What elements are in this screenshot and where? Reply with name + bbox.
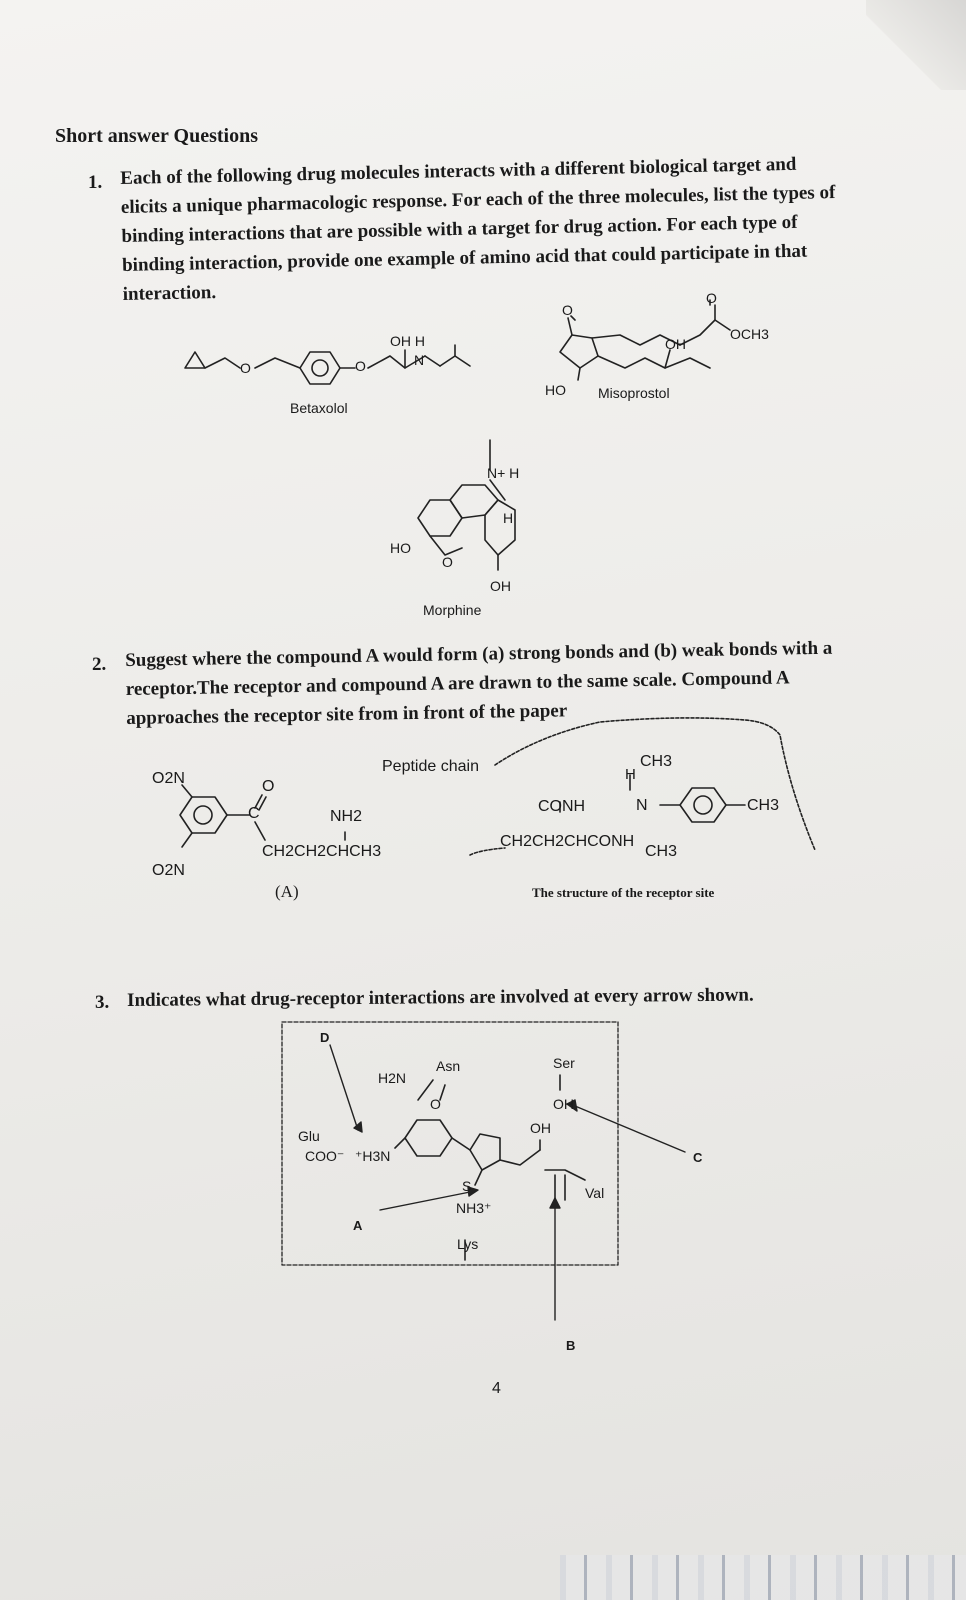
coo-label: COO⁻ [305,1148,345,1164]
betaxolol-n: N [414,352,425,368]
morphine-h: H [503,510,514,526]
misoprostol-structure [560,300,730,380]
arrow-b-label: B [566,1338,576,1353]
question-2-line-1: Suggest where the compound A would form (a) strong bonds and (b) weak bonds with a [125,637,833,671]
receptor-h: H [625,766,636,783]
drug-oh-label: OH [530,1120,551,1136]
morphine-name: Morphine [423,602,482,618]
receptor-ch3-right: CH3 [747,797,780,814]
receptor-n: N [636,797,648,814]
question-3-number: 3. [95,992,110,1013]
question-1-number: 1. [88,172,103,193]
arrow-c [575,1106,685,1152]
question-1-line-5: interaction. [122,282,217,305]
compound-a-nh2: NH2 [330,808,363,825]
question-1-line-2: elicits a unique pharmacologic response. For each of the three molecules, list the types of [120,182,836,218]
question-2-number: 2. [92,654,107,675]
nh3-label: NH3⁺ [456,1200,492,1216]
question-1-line-1: Each of the following drug molecules interacts with a different biological target and [120,153,797,189]
peptide-chain-label: Peptide chain [382,758,479,775]
misoprostol-oh: OH [665,336,686,352]
h2n-label: H2N [378,1070,407,1086]
page-number: 4 [492,1380,501,1397]
question-1-line-4: binding interaction, provide one example of amino acid that could participate in that [121,240,808,276]
question-2-line-2: receptor.The receptor and compound A are drawn to the same scale. Compound A [125,667,790,700]
compound-a-carbonyl-o: O [262,778,275,795]
misoprostol-o-top: O [562,302,573,318]
compound-a-o2n-bottom: O2N [152,862,185,879]
receptor-ch3-bottom: CH3 [645,843,678,860]
arrow-d [330,1045,358,1130]
glu-label: Glu [298,1128,320,1144]
betaxolol-o1: O [240,360,251,376]
section-heading: Short answer Questions [55,125,258,147]
betaxolol-name: Betaxolol [290,400,348,416]
compound-a-o2n-top: O2N [152,770,185,787]
morphine-nh: N+ H [487,465,520,481]
misoprostol-name: Misoprostol [598,385,670,401]
arrow-a-label: A [353,1218,363,1233]
compound-a-label: (A) [275,882,299,901]
morphine-o: O [442,554,453,570]
s-label: S [462,1178,472,1194]
arrow-d-label: D [320,1030,330,1045]
question-2-line-3: approaches the receptor site from in front of the paper [126,700,568,729]
betaxolol-o2: O [355,358,366,374]
question-1-line-3: binding interactions that are possible with a target for drug action. For each type of [121,211,798,247]
ser-label: Ser [553,1055,575,1071]
ser-oh-label: OH [553,1096,574,1112]
question-2-text [125,632,916,733]
morphine-ho: HO [390,540,411,556]
misoprostol-och3: OCH3 [730,326,769,342]
morphine-oh: OH [490,578,511,594]
misoprostol-ho: HO [545,382,566,398]
asn-o-label: O [430,1096,441,1112]
arrow-c-label: C [693,1150,703,1165]
receptor-ch3-top: CH3 [640,753,673,770]
betaxolol-oh-h: OH H [390,333,425,349]
asn-label: Asn [436,1058,461,1074]
compound-a-chain: CH2CH2CHCH3 [262,843,382,860]
h3n-label: ⁺H3N [355,1148,391,1164]
val-label: Val [585,1185,605,1201]
lys-label: Lys [457,1236,479,1252]
betaxolol-structure [185,345,470,384]
receptor-caption: The structure of the receptor site [532,885,715,900]
background-under-page [560,1555,966,1600]
interaction-arrows [330,1045,685,1320]
question-3-text: Indicates what drug-receptor interactions are involved at every arrow shown. [127,984,754,1011]
compound-a-c: C [248,805,260,822]
misoprostol-o-ester: O [706,290,717,306]
receptor-conh: CONH [538,798,586,815]
receptor-chain: CH2CH2CHCONH [500,833,635,850]
morphine-structure [418,440,515,570]
